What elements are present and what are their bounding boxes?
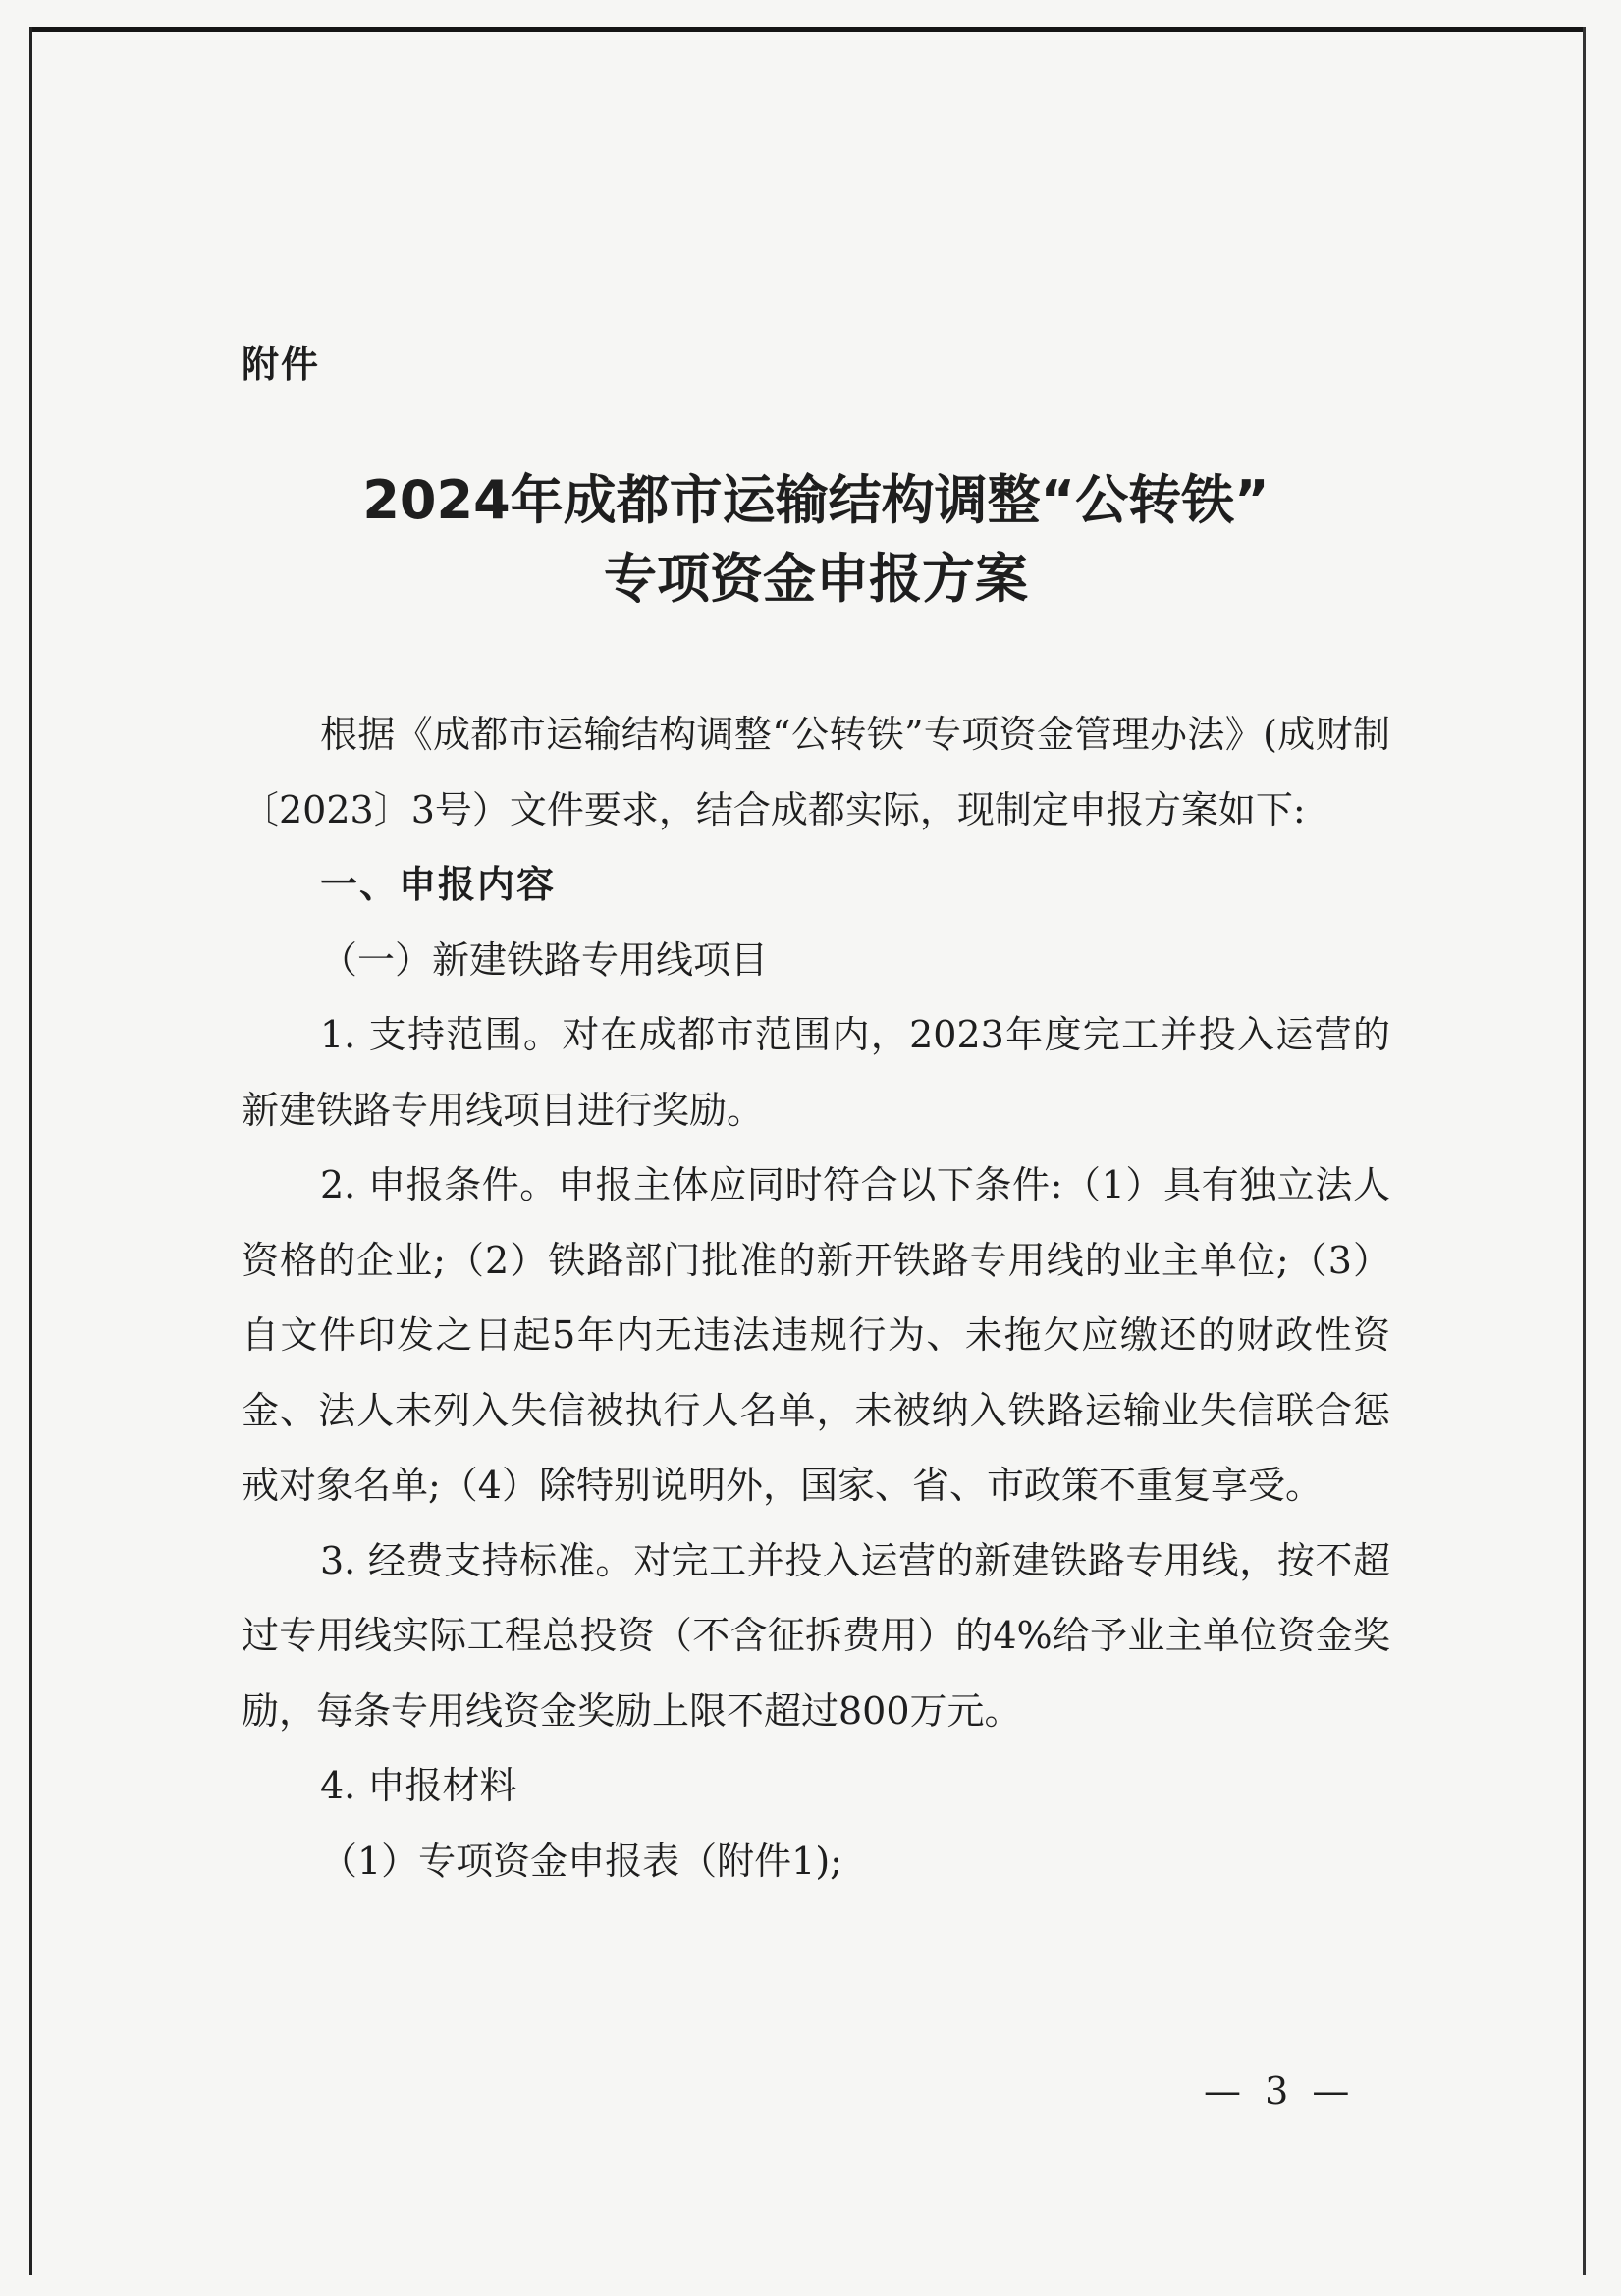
- document-body: [242, 697, 1390, 1898]
- page-edge-left: [29, 27, 32, 2275]
- document-title: [242, 461, 1390, 618]
- materials-item-1: （1）专项资金申报表（附件1);: [320, 1839, 842, 1883]
- section-heading: 一、申报内容: [320, 863, 557, 906]
- materials-heading: 4. 申报材料: [320, 1764, 517, 1807]
- page-edge-right: [1583, 27, 1586, 2275]
- page-edge-top: [29, 27, 1586, 32]
- subsection-heading: （一）新建铁路专用线项目: [320, 937, 769, 982]
- support-scope-paragraph: 1. 支持范围。对在成都市范围内，2023年度完工并投入运营的新建铁路专用线项目进行奖励。: [242, 1013, 1390, 1132]
- title-line-2: 专项资金申报方案: [604, 548, 1028, 610]
- funding-standard-paragraph: 3. 经费支持标准。对完工并投入运营的新建铁路专用线，按不超过专用线实际工程总投资（不含征拆费用）的4%给予业主单位资金奖励，每条专用线资金奖励上限不超过800万元。: [242, 1538, 1390, 1733]
- page-number: — 3 —: [1204, 2069, 1356, 2112]
- title-line-1: 2024年成都市运输结构调整“公转铁”: [362, 469, 1270, 531]
- attachment-label: 附件: [242, 343, 321, 386]
- intro-paragraph: 根据《成都市运输结构调整“公转铁”专项资金管理办法》(成财制〔2023〕3号）文件要求，结合成都实际，现制定申报方案如下:: [242, 713, 1390, 831]
- conditions-paragraph: 2. 申报条件。申报主体应同时符合以下条件:（1）具有独立法人资格的企业;（2）铁路部门批准的新开铁路专用线的业主单位;（3）自文件印发之日起5年内无违法违规行为、未拖欠应缴还的财政性资金、法人未列入失信被执行人名单，未被纳入铁路运输业失信联合惩戒对象名单;（4）除特别说明外，国家、省、市政策不重复享受。: [242, 1163, 1390, 1507]
